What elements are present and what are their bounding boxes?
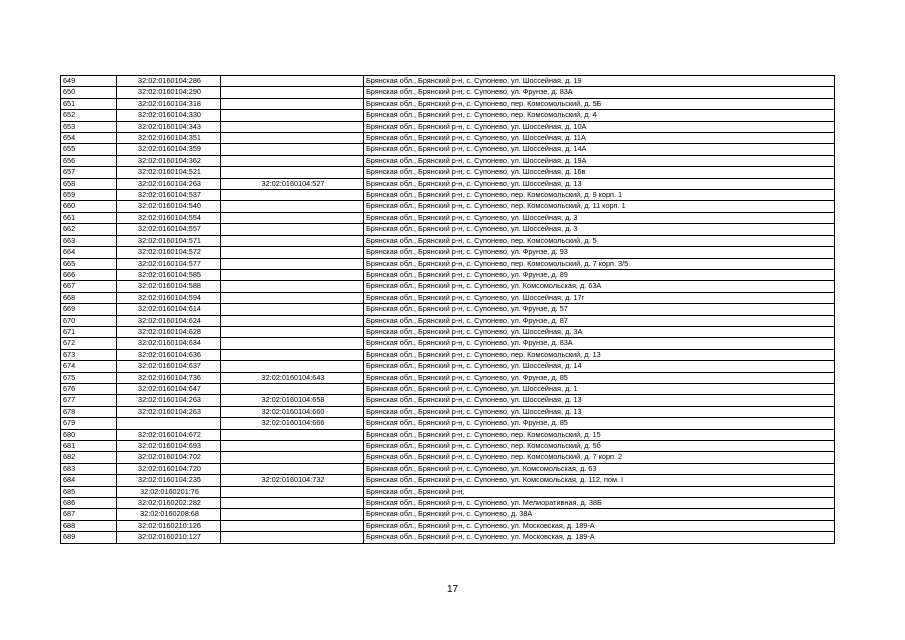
- address-cell: Брянская обл., Брянский р-н, с. Супонево, ул. Шоссейная, д. 1: [364, 383, 835, 394]
- row-number-cell: 653: [61, 121, 117, 132]
- cadastral-number-cell: 32:02:0160104:362: [117, 155, 221, 166]
- table-row: [61, 429, 835, 440]
- related-cadastral-number-cell: [221, 247, 364, 258]
- related-cadastral-number-cell: [221, 315, 364, 326]
- cadastral-number-cell: 32:02:0160104:263: [117, 178, 221, 189]
- cadastral-number-cell: 32:02:0160201:76: [117, 486, 221, 497]
- cadastral-number-cell: 32:02:0160202:282: [117, 498, 221, 509]
- related-cadastral-number-cell: [221, 349, 364, 360]
- related-cadastral-number-cell: [221, 304, 364, 315]
- related-cadastral-number-cell: 32:02:0160104:732: [221, 475, 364, 486]
- address-cell: Брянская обл., Брянский р-н, с. Супонево, пер. Комсомольский, д. 11 корп. 1: [364, 201, 835, 212]
- cadastral-number-cell: 32:02:0160104:290: [117, 87, 221, 98]
- related-cadastral-number-cell: [221, 144, 364, 155]
- address-cell: Брянская обл., Брянский р-н, с. Супонево, пер. Комсомольский, д. 13: [364, 349, 835, 360]
- table-row: [61, 98, 835, 109]
- related-cadastral-number-cell: [221, 326, 364, 337]
- table-row: [61, 349, 835, 360]
- related-cadastral-number-cell: [221, 224, 364, 235]
- cadastral-number-cell: 32:02:0160104:343: [117, 121, 221, 132]
- table-row: [61, 133, 835, 144]
- row-number-cell: 683: [61, 463, 117, 474]
- related-cadastral-number-cell: [221, 498, 364, 509]
- cadastral-number-cell: 32:02:0160104:634: [117, 338, 221, 349]
- row-number-cell: 682: [61, 452, 117, 463]
- table-row: [61, 190, 835, 201]
- row-number-cell: 676: [61, 383, 117, 394]
- row-number-cell: 664: [61, 247, 117, 258]
- table-row: [61, 76, 835, 87]
- cadastral-number-cell: 32:02:0160104:263: [117, 406, 221, 417]
- table-row: [61, 326, 835, 337]
- row-number-cell: 674: [61, 361, 117, 372]
- address-cell: Брянская обл., Брянский р-н, с. Супонево, ул. Московская, д. 189-А: [364, 532, 835, 543]
- related-cadastral-number-cell: [221, 121, 364, 132]
- row-number-cell: 681: [61, 441, 117, 452]
- address-cell: Брянская обл., Брянский р-н, с. Супонево, ул. Фрунзе, д. 93: [364, 247, 835, 258]
- cadastral-number-cell: 32:02:0160104:235: [117, 475, 221, 486]
- address-cell: Брянская обл., Брянский р-н, с. Супонево, ул. Фрунзе, д. 87: [364, 315, 835, 326]
- cadastral-number-cell: 32:02:0160104:571: [117, 235, 221, 246]
- related-cadastral-number-cell: [221, 110, 364, 121]
- row-number-cell: 661: [61, 212, 117, 223]
- table-row: [61, 224, 835, 235]
- cadastral-number-cell: 32:02:0160104:554: [117, 212, 221, 223]
- related-cadastral-number-cell: 32:02:0160104:658: [221, 395, 364, 406]
- table-row: [61, 498, 835, 509]
- table-row: [61, 155, 835, 166]
- row-number-cell: 655: [61, 144, 117, 155]
- cadastral-number-cell: 32:02:0160104:540: [117, 201, 221, 212]
- cadastral-number-cell: 32:02:0160208:68: [117, 509, 221, 520]
- table-row: [61, 178, 835, 189]
- cadastral-number-cell: 32:02:0160104:318: [117, 98, 221, 109]
- related-cadastral-number-cell: [221, 452, 364, 463]
- row-number-cell: 688: [61, 520, 117, 531]
- address-cell: Брянская обл., Брянский р-н, с. Супонево, пер. Комсомольский, д. 15: [364, 429, 835, 440]
- cadastral-number-cell: 32:02:0160104:637: [117, 361, 221, 372]
- address-cell: Брянская обл., Брянский р-н, с. Супонево, пер. Комсомольский, д. 5Б: [364, 98, 835, 109]
- cadastral-number-cell: 32:02:0160104:585: [117, 269, 221, 280]
- cadastral-number-cell: 32:02:0160104:351: [117, 133, 221, 144]
- table-row: [61, 281, 835, 292]
- cadastral-number-cell: 32:02:0160104:672: [117, 429, 221, 440]
- row-number-cell: 649: [61, 76, 117, 87]
- cadastral-number-cell: 32:02:0160104:577: [117, 258, 221, 269]
- row-number-cell: 651: [61, 98, 117, 109]
- related-cadastral-number-cell: [221, 383, 364, 394]
- cadastral-number-cell: 32:02:0160104:702: [117, 452, 221, 463]
- related-cadastral-number-cell: [221, 520, 364, 531]
- address-cell: Брянская обл., Брянский р-н, с. Супонево, ул. Шоссейная, д. 13: [364, 406, 835, 417]
- row-number-cell: 671: [61, 326, 117, 337]
- row-number-cell: 657: [61, 167, 117, 178]
- address-cell: Брянская обл., Брянский р-н, с. Супонево, ул. Шоссейная, д. 10А: [364, 121, 835, 132]
- related-cadastral-number-cell: [221, 532, 364, 543]
- row-number-cell: 675: [61, 372, 117, 383]
- row-number-cell: 687: [61, 509, 117, 520]
- page-number: 17: [446, 584, 459, 595]
- table-row: [61, 463, 835, 474]
- row-number-cell: 673: [61, 349, 117, 360]
- table-row: [61, 144, 835, 155]
- table-row: [61, 441, 835, 452]
- address-cell: Брянская обл., Брянский р-н, с. Супонево, ул. Шоссейная, д. 3А: [364, 326, 835, 337]
- address-cell: Брянская обл., Брянский р-н, с. Супонево, ул. Фрунзе, д. 83А: [364, 87, 835, 98]
- address-cell: Брянская обл., Брянский р-н, с. Супонево, пер. Комсомольский, д. 7 корп. 2: [364, 452, 835, 463]
- row-number-cell: 669: [61, 304, 117, 315]
- related-cadastral-number-cell: [221, 98, 364, 109]
- row-number-cell: 686: [61, 498, 117, 509]
- row-number-cell: 650: [61, 87, 117, 98]
- table-row: [61, 235, 835, 246]
- related-cadastral-number-cell: [221, 76, 364, 87]
- address-cell: Брянская обл., Брянский р-н, с. Супонево, ул. Шоссейная, д. 14: [364, 361, 835, 372]
- related-cadastral-number-cell: [221, 292, 364, 303]
- cadastral-number-cell: 32:02:0160104:594: [117, 292, 221, 303]
- cadastral-number-cell: 32:02:0160104:736: [117, 372, 221, 383]
- address-cell: Брянская обл., Брянский р-н, с. Супонево, ул. Шоссейная, д. 3: [364, 224, 835, 235]
- address-cell: Брянская обл., Брянский р-н, с. Супонево, ул. Комсомольская, д. 112, пом. I: [364, 475, 835, 486]
- address-cell: Брянская обл., Брянский р-н, с. Супонево, пер. Комсомольский, д. 5б: [364, 441, 835, 452]
- table-row: [61, 201, 835, 212]
- row-number-cell: 667: [61, 281, 117, 292]
- table-row: [61, 258, 835, 269]
- table-row: [61, 486, 835, 497]
- table-row: [61, 520, 835, 531]
- address-cell: Брянская обл., Брянский р-н, с. Супонево, ул. Шоссейная, д. 17г: [364, 292, 835, 303]
- row-number-cell: 672: [61, 338, 117, 349]
- row-number-cell: 656: [61, 155, 117, 166]
- table-row: [61, 383, 835, 394]
- row-number-cell: 685: [61, 486, 117, 497]
- related-cadastral-number-cell: [221, 269, 364, 280]
- related-cadastral-number-cell: [221, 441, 364, 452]
- cadastral-number-cell: 32:02:0160104:614: [117, 304, 221, 315]
- table-row: [61, 110, 835, 121]
- cadastral-number-cell: 32:02:0160104:636: [117, 349, 221, 360]
- address-cell: Брянская обл., Брянский р-н, с. Супонево, пер. Комсомольский, д. 9 корп. 1: [364, 190, 835, 201]
- row-number-cell: 684: [61, 475, 117, 486]
- table-row: [61, 361, 835, 372]
- cadastral-number-cell: 32:02:0160104:537: [117, 190, 221, 201]
- cadastral-number-cell: 32:02:0160104:263: [117, 395, 221, 406]
- row-number-cell: 670: [61, 315, 117, 326]
- table-row: [61, 338, 835, 349]
- table-row: [61, 292, 835, 303]
- table-row: [61, 395, 835, 406]
- address-cell: Брянская обл., Брянский р-н, с. Супонево, ул. Шоссейная, д. 14А: [364, 144, 835, 155]
- row-number-cell: 678: [61, 406, 117, 417]
- cadastral-number-cell: 32:02:0160104:330: [117, 110, 221, 121]
- table-row: [61, 475, 835, 486]
- table-row: [61, 452, 835, 463]
- row-number-cell: 662: [61, 224, 117, 235]
- address-cell: Брянская обл., Брянский р-н, с. Супонево, ул. Комсомольская, д. 63А: [364, 281, 835, 292]
- address-cell: Брянская обл., Брянский р-н, с. Супонево, ул. Фрунзе, д. 83А: [364, 338, 835, 349]
- row-number-cell: 654: [61, 133, 117, 144]
- address-cell: Брянская обл., Брянский р-н, с. Супонево, пер. Комсомольский, д. 7 корп. 3/5: [364, 258, 835, 269]
- address-cell: Брянская обл., Брянский р-н, с. Супонево, ул. Фрунзе, д. 89: [364, 269, 835, 280]
- row-number-cell: 666: [61, 269, 117, 280]
- address-cell: Брянская обл., Брянский р-н, с. Супонево, ул. Шоссейная, д. 11А: [364, 133, 835, 144]
- address-cell: Брянская обл., Брянский р-н, с. Супонево, ул. Фрунзе, д. 85: [364, 372, 835, 383]
- row-number-cell: 668: [61, 292, 117, 303]
- row-number-cell: 663: [61, 235, 117, 246]
- related-cadastral-number-cell: [221, 258, 364, 269]
- address-cell: Брянская обл., Брянский р-н, с. Супонево, д. 38А: [364, 509, 835, 520]
- table-row: [61, 304, 835, 315]
- related-cadastral-number-cell: [221, 155, 364, 166]
- table-row: [61, 247, 835, 258]
- row-number-cell: 660: [61, 201, 117, 212]
- related-cadastral-number-cell: 32:02:0160104:643: [221, 372, 364, 383]
- cadastral-number-cell: 32:02:0160104:588: [117, 281, 221, 292]
- table-row: [61, 212, 835, 223]
- table-row: [61, 418, 835, 429]
- related-cadastral-number-cell: [221, 212, 364, 223]
- table-row: [61, 269, 835, 280]
- address-cell: Брянская обл., Брянский р-н, с. Супонево, пер. Комсомольский, д. 4: [364, 110, 835, 121]
- table-row: [61, 406, 835, 417]
- address-cell: Брянская обл., Брянский р-н, с. Супонево, пер. Комсомольский, д. 5: [364, 235, 835, 246]
- related-cadastral-number-cell: [221, 338, 364, 349]
- address-cell: Брянская обл., Брянский р-н, с. Супонево, ул. Мелиоративная, д. 38Б: [364, 498, 835, 509]
- related-cadastral-number-cell: [221, 190, 364, 201]
- cadastral-number-cell: [117, 418, 221, 429]
- table-row: [61, 167, 835, 178]
- cadastral-number-cell: 32:02:0160210:127: [117, 532, 221, 543]
- row-number-cell: 689: [61, 532, 117, 543]
- cadastral-number-cell: 32:02:0160104:628: [117, 326, 221, 337]
- related-cadastral-number-cell: [221, 201, 364, 212]
- related-cadastral-number-cell: 32:02:0160104:660: [221, 406, 364, 417]
- table-row: [61, 87, 835, 98]
- related-cadastral-number-cell: [221, 463, 364, 474]
- cadastral-number-cell: 32:02:0160104:286: [117, 76, 221, 87]
- cadastral-number-cell: 32:02:0160210:126: [117, 520, 221, 531]
- table-row: [61, 372, 835, 383]
- related-cadastral-number-cell: [221, 429, 364, 440]
- table-row: [61, 509, 835, 520]
- cadastral-number-cell: 32:02:0160104:572: [117, 247, 221, 258]
- related-cadastral-number-cell: [221, 486, 364, 497]
- address-cell: Брянская обл., Брянский р-н, с. Супонево, ул. Фрунзе, д. 85: [364, 418, 835, 429]
- related-cadastral-number-cell: [221, 167, 364, 178]
- registry-table-body: [61, 76, 835, 544]
- related-cadastral-number-cell: [221, 509, 364, 520]
- property-registry-table: [60, 75, 835, 544]
- address-cell: Брянская обл., Брянский р-н, с. Супонево, ул. Шоссейная, д. 13: [364, 178, 835, 189]
- row-number-cell: 658: [61, 178, 117, 189]
- table-row: [61, 532, 835, 543]
- related-cadastral-number-cell: [221, 235, 364, 246]
- table-row: [61, 315, 835, 326]
- address-cell: Брянская обл., Брянский р-н, с. Супонево, ул. Московская, д. 189-А: [364, 520, 835, 531]
- row-number-cell: 679: [61, 418, 117, 429]
- related-cadastral-number-cell: 32:02:0160104:527: [221, 178, 364, 189]
- cadastral-number-cell: 32:02:0160104:359: [117, 144, 221, 155]
- row-number-cell: 652: [61, 110, 117, 121]
- address-cell: Брянская обл., Брянский р-н, с. Супонево, ул. Шоссейная, д. 3: [364, 212, 835, 223]
- cadastral-number-cell: 32:02:0160104:693: [117, 441, 221, 452]
- address-cell: Брянская обл., Брянский р-н, с. Супонево, ул. Шоссейная, д. 13: [364, 395, 835, 406]
- related-cadastral-number-cell: [221, 281, 364, 292]
- row-number-cell: 659: [61, 190, 117, 201]
- address-cell: Брянская обл., Брянский р-н,: [364, 486, 835, 497]
- related-cadastral-number-cell: [221, 87, 364, 98]
- address-cell: Брянская обл., Брянский р-н, с. Супонево, ул. Комсомольская, д. 63: [364, 463, 835, 474]
- cadastral-number-cell: 32:02:0160104:521: [117, 167, 221, 178]
- table-row: [61, 121, 835, 132]
- row-number-cell: 677: [61, 395, 117, 406]
- row-number-cell: 665: [61, 258, 117, 269]
- cadastral-number-cell: 32:02:0160104:557: [117, 224, 221, 235]
- address-cell: Брянская обл., Брянский р-н, с. Супонево, ул. Шоссейная, д. 19: [364, 76, 835, 87]
- row-number-cell: 680: [61, 429, 117, 440]
- related-cadastral-number-cell: 32:02:0160104:666: [221, 418, 364, 429]
- address-cell: Брянская обл., Брянский р-н, с. Супонево, ул. Фрунзе, д. 57: [364, 304, 835, 315]
- related-cadastral-number-cell: [221, 361, 364, 372]
- cadastral-number-cell: 32:02:0160104:624: [117, 315, 221, 326]
- related-cadastral-number-cell: [221, 133, 364, 144]
- address-cell: Брянская обл., Брянский р-н, с. Супонево, ул. Шоссейная, д. 19А: [364, 155, 835, 166]
- cadastral-number-cell: 32:02:0160104:647: [117, 383, 221, 394]
- cadastral-number-cell: 32:02:0160104:720: [117, 463, 221, 474]
- address-cell: Брянская обл., Брянский р-н, с. Супонево, ул. Шоссейная, д. 16в: [364, 167, 835, 178]
